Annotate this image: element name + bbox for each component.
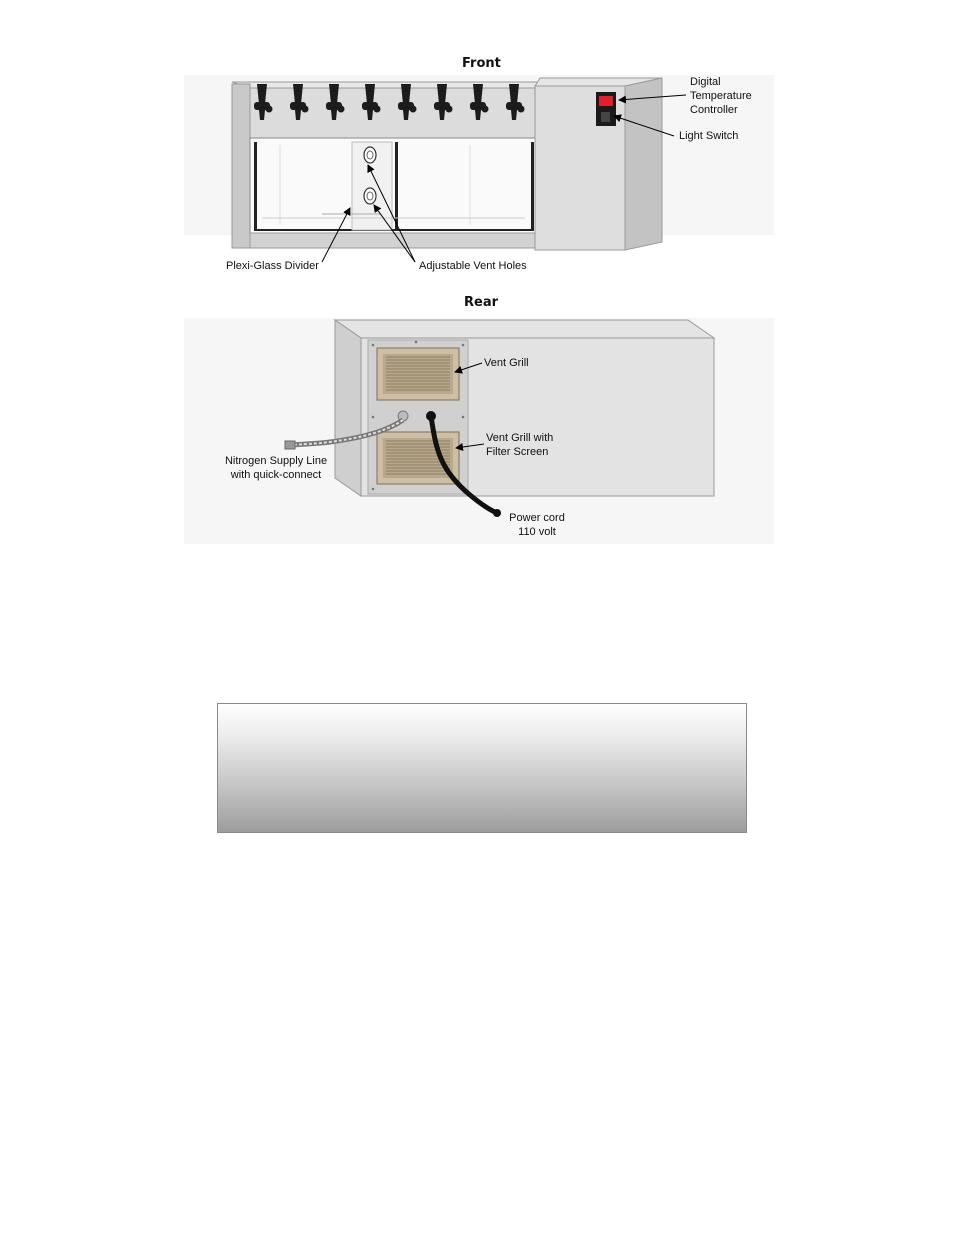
rear-view <box>184 318 774 544</box>
diagram-drawing <box>0 0 954 560</box>
vent-grill-label: Vent Grill <box>484 357 529 369</box>
front-view <box>184 75 774 250</box>
light-switch-icon <box>601 112 610 122</box>
vent-hole-icon <box>364 188 376 204</box>
vent-grill-icon <box>377 348 459 400</box>
rear-title: Rear <box>464 295 499 310</box>
light-switch-label: Light Switch <box>679 130 739 142</box>
power-cord-label: Power cord 110 volt <box>509 512 565 538</box>
unit-diagram <box>0 0 954 560</box>
vent-grill-filter-icon <box>377 432 459 484</box>
temperature-display-icon <box>599 96 613 106</box>
plexi-divider-label: Plexi-Glass Divider <box>226 260 319 272</box>
gradient-panel <box>217 703 747 833</box>
nitrogen-line-label: Nitrogen Supply Line with quick-connect <box>224 455 328 481</box>
front-title: Front <box>462 56 501 71</box>
temperature-controller-label: Digital Temperature Controller <box>690 76 752 116</box>
vent-hole-icon <box>364 147 376 163</box>
vent-grill-filter-label: Vent Grill with Filter Screen <box>486 432 554 458</box>
vent-holes-label: Adjustable Vent Holes <box>419 260 527 272</box>
